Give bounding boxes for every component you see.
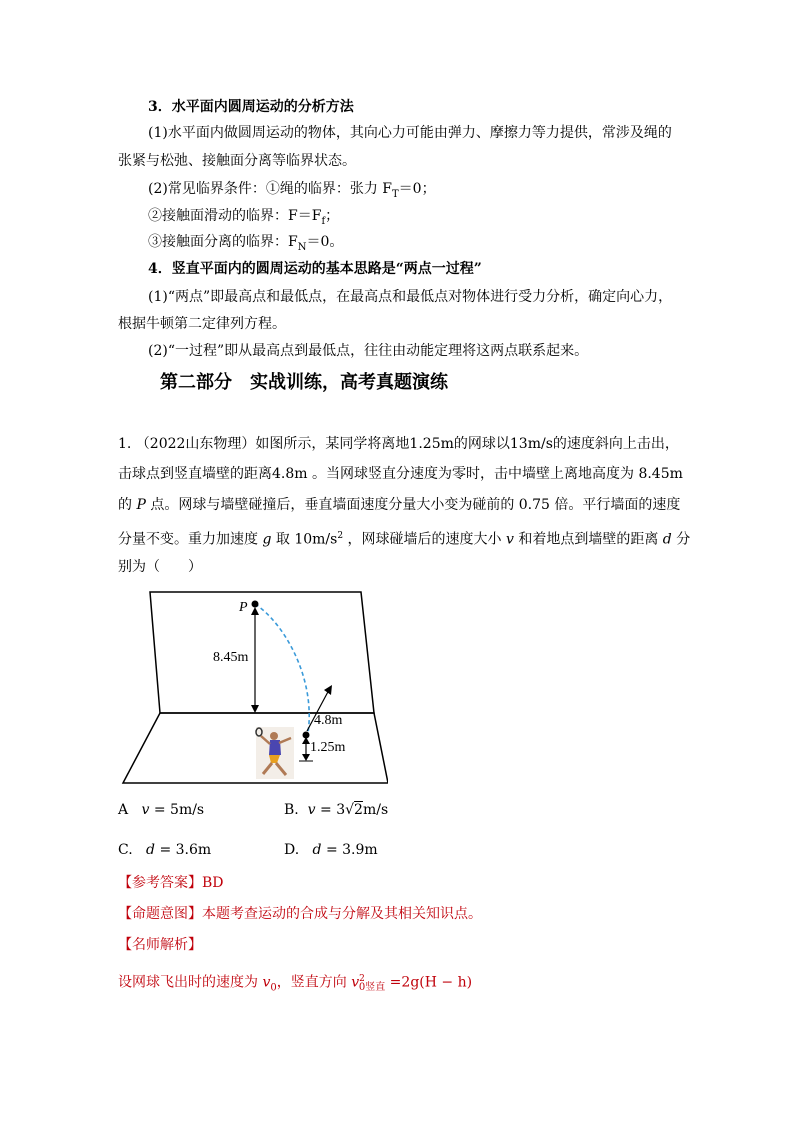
- floor-outline: [123, 713, 388, 783]
- section3-p4: ③接触面分离的临界：$F_N=0$。: [148, 234, 344, 253]
- section4-p2: (2)“一过程”即从最高点到最低点，往往由动能定理将这两点联系起来。: [148, 343, 589, 359]
- sqrt-symbol: √: [345, 802, 355, 818]
- question-line5: 别为（ ）: [118, 559, 202, 575]
- question-line4: 分量不变。重力加速度 g 取 $10m/s^2$ ，网球碰墙后的速度大小 v 和着地点到墙壁的距离 d 分: [118, 531, 691, 548]
- question-line2: 击球点到竖直墙壁的距离4.8m 。当网球竖直分速度为零时，击中墙壁上离地高度为 8.45m: [118, 466, 683, 482]
- section3-p3: ②接触面滑动的临界：$F=F_f$；: [148, 208, 340, 227]
- option-b: B. v = 3√2m/s: [284, 802, 389, 818]
- option-a: A v = 5m/s: [118, 802, 205, 818]
- section3-p2: (2)常见临界条件：①绳的临界：张力 $F_T=0$；: [148, 181, 436, 200]
- option-c: C. d = 3.6m: [118, 842, 212, 858]
- section3-title: 3．水平面内圆周运动的分析方法: [148, 99, 354, 115]
- tennis-player-icon: [256, 727, 294, 779]
- analysis-line: 设网球飞出时的速度为 $v_0$，竖直方向 $v^2_{0竖直} =2g(H - h)$: [118, 974, 473, 994]
- reference-answer: 【参考答案】BD: [118, 875, 224, 891]
- label-height: 8.45m: [213, 650, 249, 665]
- point-p: [252, 601, 259, 608]
- part2-heading: 第二部分 实战训练，高考真题演练: [160, 372, 448, 393]
- tennis-wall-figure: [118, 587, 388, 787]
- label-hit-height: 1.25m: [310, 740, 346, 755]
- analysis-label: 【名师解析】: [118, 937, 202, 953]
- section4-title: 4．竖直平面内的圆周运动的基本思路是“两点一过程”: [148, 261, 482, 277]
- section4-p1-line2: 根据牛顿第二定律列方程。: [118, 316, 286, 332]
- question-intent: 【命题意图】本题考查运动的合成与分解及其相关知识点。: [118, 906, 482, 922]
- section3-p1-line2: 张紧与松弛、接触面分离等临界状态。: [118, 153, 356, 169]
- question-line3: 的 P 点。网球与墙壁碰撞后，垂直墙面速度分量大小变为碰前的 0.75 倍。平行墙面的速度: [118, 497, 681, 513]
- question-line1: 1. （2022山东物理）如图所示，某同学将离地1.25m的网球以13m/s的速度斜向上击出，: [118, 436, 679, 452]
- label-p: P: [239, 600, 248, 615]
- section4-p1-line1: (1)“两点”即最高点和最低点，在最高点和最低点对物体进行受力分析，确定向心力，: [148, 289, 673, 305]
- section3-p1-line1: (1)水平面内做圆周运动的物体，其向心力可能由弹力、摩擦力等力提供，常涉及绳的: [148, 125, 672, 141]
- label-distance: 4.8m: [314, 713, 343, 728]
- option-d: D. d = 3.9m: [284, 842, 378, 858]
